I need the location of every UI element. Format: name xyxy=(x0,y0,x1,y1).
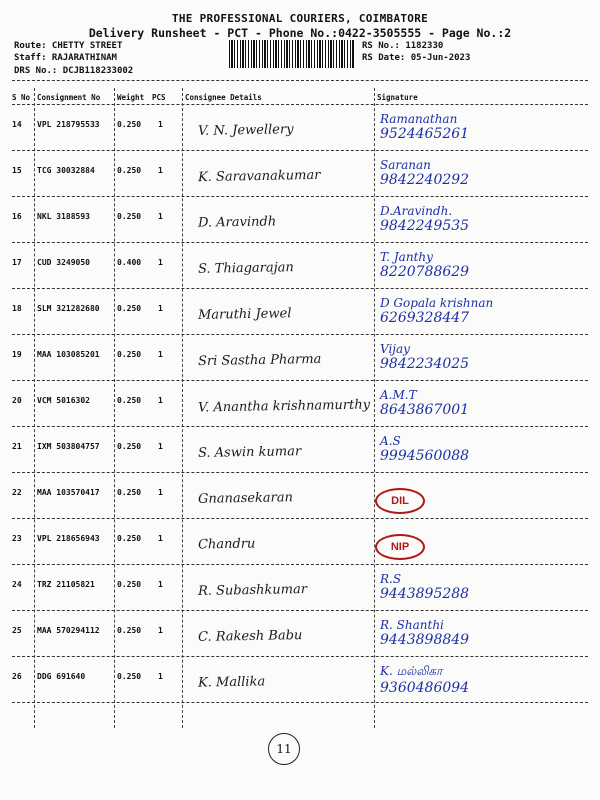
delivery-status-stamp: DIL xyxy=(375,488,425,514)
row-divider xyxy=(12,334,588,335)
row-weight: 0.250 xyxy=(117,120,142,129)
row-pcs: 1 xyxy=(158,304,163,313)
signature-phone: 9360486094 xyxy=(380,680,470,696)
delivery-status-stamp: NIP xyxy=(375,534,425,560)
row-pcs: 1 xyxy=(158,396,163,405)
signature-phone: 8643867001 xyxy=(380,402,470,418)
signature-phone: 8220788629 xyxy=(380,264,470,280)
row-divider xyxy=(12,150,588,151)
row-pcs: 1 xyxy=(158,350,163,359)
row-consignment: IXM 503804757 xyxy=(37,442,100,451)
signature-phone: 9443895288 xyxy=(380,586,470,602)
col-pcs: PCS xyxy=(152,93,166,102)
row-weight: 0.250 xyxy=(117,442,142,451)
row-consignment: MAA 103085201 xyxy=(37,350,100,359)
row-signature xyxy=(380,342,469,372)
row-pcs: 1 xyxy=(158,672,163,681)
row-signature xyxy=(380,434,469,464)
row-pcs: 1 xyxy=(158,626,163,635)
signature-name: Ramanathan xyxy=(380,112,458,126)
rs-number: RS No.: 1182330 xyxy=(362,41,444,51)
row-sno: 19 xyxy=(12,350,22,359)
row-sno: 23 xyxy=(12,534,22,543)
row-consignee: R. Subashkumar xyxy=(197,582,308,599)
row-divider xyxy=(12,610,588,611)
row-weight: 0.250 xyxy=(117,488,142,497)
row-weight: 0.250 xyxy=(117,672,142,681)
row-consignment: VCM 5016302 xyxy=(37,396,90,405)
row-consignment: VPL 218656943 xyxy=(37,534,100,543)
row-weight: 0.250 xyxy=(117,350,142,359)
row-sno: 16 xyxy=(12,212,22,221)
row-signature xyxy=(380,158,469,188)
row-consignee: K. Saravanakumar xyxy=(197,167,321,186)
col-consignee: Consignee Details xyxy=(185,93,262,102)
row-divider xyxy=(12,564,588,565)
row-divider xyxy=(12,702,588,703)
row-consignment: DDG 691640 xyxy=(37,672,86,681)
staff-label: Staff: RAJARATHINAM xyxy=(14,53,117,63)
row-pcs: 1 xyxy=(158,212,163,221)
col-consignment: Consignment No xyxy=(37,93,101,102)
row-consignee: V. Anantha krishnamurthy xyxy=(197,397,371,416)
row-sno: 15 xyxy=(12,166,22,175)
signature-phone: 9994560088 xyxy=(380,448,470,464)
signature-phone: 9842249535 xyxy=(380,218,470,234)
row-pcs: 1 xyxy=(158,166,163,175)
row-sno: 17 xyxy=(12,258,22,267)
column-rule xyxy=(374,88,375,728)
row-divider xyxy=(12,288,588,289)
row-weight: 0.250 xyxy=(117,212,142,221)
row-sno: 25 xyxy=(12,626,22,635)
signature-name: K. மல்லிகா xyxy=(380,664,443,678)
row-consignment: TRZ 21105821 xyxy=(37,580,95,589)
row-weight: 0.250 xyxy=(117,534,142,543)
row-signature xyxy=(380,664,469,696)
rs-date: RS Date: 05-Jun-2023 xyxy=(362,53,471,63)
row-consignee: S. Aswin kumar xyxy=(197,444,302,461)
row-pcs: 1 xyxy=(158,580,163,589)
row-signature xyxy=(380,204,469,234)
row-divider xyxy=(12,242,588,243)
signature-name: D Gopala krishnan xyxy=(380,296,494,310)
row-consignment: MAA 103570417 xyxy=(37,488,100,497)
signature-name: A.M.T xyxy=(380,388,417,402)
row-sno: 24 xyxy=(12,580,22,589)
row-consignee: Sri Sastha Pharma xyxy=(197,351,322,370)
signature-phone: 9842240292 xyxy=(380,172,470,188)
drs-number: DRS No.: DCJB118233002 xyxy=(14,66,134,76)
row-consignee: D. Aravindh xyxy=(197,214,277,231)
row-consignee: V. N. Jewellery xyxy=(197,122,294,139)
row-signature xyxy=(380,388,469,418)
row-weight: 0.250 xyxy=(117,580,142,589)
signature-phone: 9443898849 xyxy=(380,632,470,648)
row-consignment: TCG 30032884 xyxy=(37,166,95,175)
header-divider-bottom xyxy=(12,104,588,105)
row-weight: 0.250 xyxy=(117,304,142,313)
row-consignee: Maruthi Jewel xyxy=(197,306,292,323)
signature-name: R.S xyxy=(380,572,402,586)
row-consignee: Chandru xyxy=(197,536,256,553)
row-weight: 0.400 xyxy=(117,258,142,267)
col-sno: S No xyxy=(12,93,31,102)
row-divider xyxy=(12,472,588,473)
row-divider xyxy=(12,196,588,197)
signature-name: T. Janthy xyxy=(380,250,433,264)
row-pcs: 1 xyxy=(158,120,163,129)
row-consignment: CUD 3249050 xyxy=(37,258,90,267)
row-consignment: SLM 321282680 xyxy=(37,304,100,313)
row-sno: 18 xyxy=(12,304,22,313)
row-sno: 21 xyxy=(12,442,22,451)
row-pcs: 1 xyxy=(158,534,163,543)
row-divider xyxy=(12,518,588,519)
row-weight: 0.250 xyxy=(117,626,142,635)
row-consignment: NKL 3188593 xyxy=(37,212,90,221)
row-weight: 0.250 xyxy=(117,166,142,175)
signature-name: A.S xyxy=(380,434,401,448)
row-sno: 20 xyxy=(12,396,22,405)
row-signature xyxy=(380,572,469,602)
row-consignee: Gnanasekaran xyxy=(197,490,294,507)
header-divider-top xyxy=(12,80,588,81)
row-consignee: S. Thiagarajan xyxy=(197,260,294,277)
column-rule xyxy=(182,88,183,728)
row-divider xyxy=(12,656,588,657)
row-signature xyxy=(380,112,469,142)
col-weight: Weight xyxy=(117,93,145,102)
company-name: THE PROFESSIONAL COURIERS, COIMBATORE xyxy=(171,12,429,25)
column-rule xyxy=(34,88,35,728)
row-sno: 26 xyxy=(12,672,22,681)
signature-name: Vijay xyxy=(380,342,410,356)
row-consignee: C. Rakesh Babu xyxy=(197,628,303,645)
row-sno: 14 xyxy=(12,120,22,129)
signature-name: Saranan xyxy=(380,158,431,172)
row-signature xyxy=(380,250,469,280)
row-consignee: K. Mallika xyxy=(197,674,266,691)
row-pcs: 1 xyxy=(158,258,163,267)
row-consignment: MAA 570294112 xyxy=(37,626,100,635)
signature-name: D.Aravindh. xyxy=(380,204,453,218)
row-divider xyxy=(12,426,588,427)
signature-name: R. Shanthi xyxy=(380,618,444,632)
page-mark: 11 xyxy=(268,733,300,765)
route-label: Route: CHETTY STREET xyxy=(14,41,123,51)
signature-phone: 6269328447 xyxy=(380,310,470,326)
row-signature xyxy=(380,618,469,648)
row-sno: 22 xyxy=(12,488,22,497)
column-rule xyxy=(114,88,115,728)
row-pcs: 1 xyxy=(158,442,163,451)
runsheet-title: Delivery Runsheet - PCT - Phone No.:0422-3505555 - Page No.:2 xyxy=(88,26,512,40)
row-weight: 0.250 xyxy=(117,396,142,405)
col-signature: Signature xyxy=(377,93,418,102)
row-consignment: VPL 218795533 xyxy=(37,120,100,129)
row-divider xyxy=(12,380,588,381)
signature-phone: 9842234025 xyxy=(380,356,470,372)
row-pcs: 1 xyxy=(158,488,163,497)
row-signature xyxy=(380,296,493,326)
signature-phone: 9524465261 xyxy=(380,126,470,142)
barcode xyxy=(229,40,354,68)
